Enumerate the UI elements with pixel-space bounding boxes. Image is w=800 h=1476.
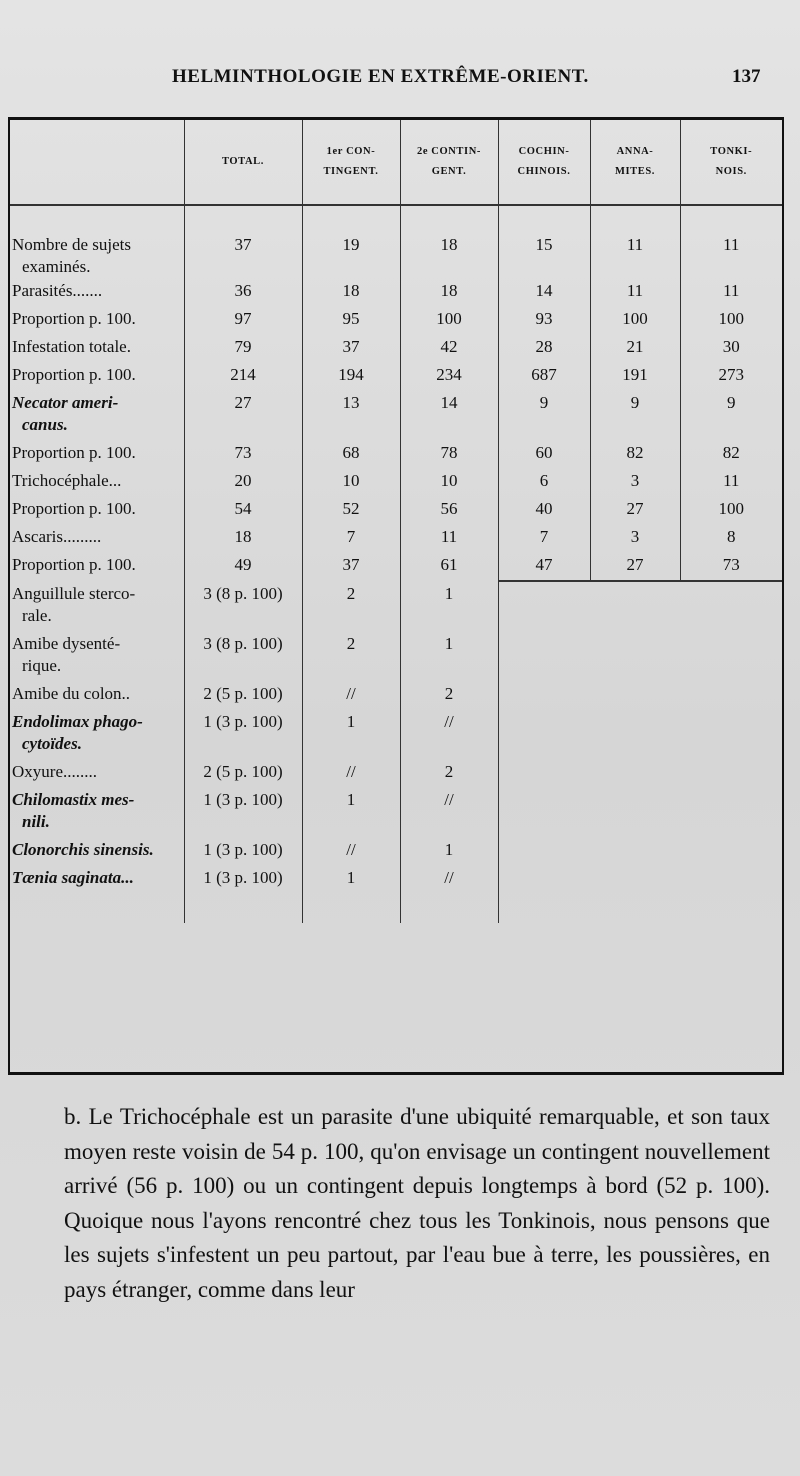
cell-cochin: 7	[498, 524, 590, 552]
cell-c2: 1	[400, 631, 498, 681]
table-row	[10, 496, 782, 524]
cell-tonki: 273	[680, 362, 782, 390]
cell-tonki: 82	[680, 440, 782, 468]
cell-cochin: 6	[498, 468, 590, 496]
row-label-line1: Endolimax phago-	[12, 712, 143, 731]
cell-tonki: 8	[680, 524, 782, 552]
row-label	[10, 787, 184, 837]
row-label-line1: Anguillule sterco-	[12, 584, 136, 603]
row-label	[10, 496, 184, 524]
cell-total: 49	[184, 552, 302, 581]
cell-tonki: 11	[680, 278, 782, 306]
cell-annam: 100	[590, 306, 680, 334]
cell-annam: 21	[590, 334, 680, 362]
table-row	[10, 362, 782, 390]
cell-c1: 194	[302, 362, 400, 390]
cell-tonki: 73	[680, 552, 782, 581]
cell-c2: //	[400, 787, 498, 837]
row-label-line1: Infestation totale.	[12, 337, 131, 356]
row-label	[10, 390, 184, 440]
cell-tonki: 11	[680, 468, 782, 496]
cell-total: 97	[184, 306, 302, 334]
row-label	[10, 440, 184, 468]
table-row	[10, 390, 782, 440]
cell-c2: 42	[400, 334, 498, 362]
cell-total: 54	[184, 496, 302, 524]
row-label	[10, 362, 184, 390]
cell-c1: 37	[302, 552, 400, 581]
cell-annam: 27	[590, 552, 680, 581]
cell-c2: 14	[400, 390, 498, 440]
row-label-line2: rique.	[22, 656, 62, 675]
cell-c2: 18	[400, 278, 498, 306]
cell-total: 79	[184, 334, 302, 362]
cell-cochin: 40	[498, 496, 590, 524]
table-row	[10, 468, 782, 496]
cell-cochin: 93	[498, 306, 590, 334]
row-label-line1: Proportion p. 100.	[12, 365, 136, 384]
row-label-line1: Proportion p. 100.	[12, 309, 136, 328]
cell-total: 1 (3 p. 100)	[184, 709, 302, 759]
cell-c1: //	[302, 759, 400, 787]
cell-cochin: 28	[498, 334, 590, 362]
cell-c1: 10	[302, 468, 400, 496]
cell-total: 2 (5 p. 100)	[184, 759, 302, 787]
cell-cochin: 14	[498, 278, 590, 306]
cell-total: 214	[184, 362, 302, 390]
row-label-line1: Nombre de sujets	[12, 235, 131, 254]
cell-c2: 2	[400, 681, 498, 709]
row-label-line2: canus.	[22, 415, 68, 434]
cell-tonki: 30	[680, 334, 782, 362]
row-label-line1: Amibe dysenté-	[12, 634, 121, 653]
row-label-line1: Parasités.......	[12, 281, 103, 300]
cell-c2: 61	[400, 552, 498, 581]
cell-total: 20	[184, 468, 302, 496]
row-label-line1: Amibe du colon..	[12, 684, 131, 703]
row-label	[10, 759, 184, 787]
row-label	[10, 631, 184, 681]
cell-annam: 27	[590, 496, 680, 524]
cell-c2: 1	[400, 837, 498, 865]
cell-total: 27	[184, 390, 302, 440]
cell-c2: //	[400, 709, 498, 759]
cell-c1: 1	[302, 865, 400, 923]
table-row	[10, 440, 782, 468]
row-label-line1: Ascaris.........	[12, 527, 102, 546]
cell-annam: 3	[590, 524, 680, 552]
header-contingent-1: 1er CON- TINGENT.	[302, 120, 400, 205]
cell-total: 36	[184, 278, 302, 306]
row-label-line1: Proportion p. 100.	[12, 555, 136, 574]
cell-c2: //	[400, 865, 498, 923]
row-label-line1: Chilomastix mes-	[12, 790, 135, 809]
parasite-table	[10, 120, 782, 923]
row-label-line2: cytoïdes.	[22, 734, 82, 753]
cell-c1: 7	[302, 524, 400, 552]
table-row	[10, 334, 782, 362]
row-label	[10, 837, 184, 865]
cell-total: 1 (3 p. 100)	[184, 865, 302, 923]
cell-c1: 1	[302, 787, 400, 837]
cell-total: 1 (3 p. 100)	[184, 787, 302, 837]
cell-tonki: 100	[680, 496, 782, 524]
cell-total: 3 (8 p. 100)	[184, 581, 302, 631]
row-label-line1: Necator ameri-	[12, 393, 119, 412]
cell-c2: 18	[400, 205, 498, 278]
cell-c2: 234	[400, 362, 498, 390]
cell-c2: 2	[400, 759, 498, 787]
cell-total: 37	[184, 205, 302, 278]
body-paragraph	[44, 1100, 770, 1307]
cell-c1: 18	[302, 278, 400, 306]
cell-c1: 2	[302, 581, 400, 631]
row-label-line2: examinés.	[22, 257, 91, 276]
row-label-line1: Proportion p. 100.	[12, 443, 136, 462]
row-label	[10, 865, 184, 923]
cell-c1: 52	[302, 496, 400, 524]
cell-cochin: 15	[498, 205, 590, 278]
row-label	[10, 681, 184, 709]
cell-c1: 19	[302, 205, 400, 278]
table-row	[10, 552, 782, 581]
table-row	[10, 205, 782, 278]
cell-cochin: 47	[498, 552, 590, 581]
cell-annam: 9	[590, 390, 680, 440]
cell-total: 18	[184, 524, 302, 552]
cell-c1: 68	[302, 440, 400, 468]
cell-cochin: 9	[498, 390, 590, 440]
table-header-row	[10, 120, 782, 205]
page-number: 137	[732, 66, 761, 87]
header-contingent-2: 2e CONTIN- GENT.	[400, 120, 498, 205]
cell-c1: //	[302, 681, 400, 709]
row-label	[10, 306, 184, 334]
row-label-line2: rale.	[22, 606, 52, 625]
header-blank	[10, 120, 184, 205]
cell-c1: 95	[302, 306, 400, 334]
row-label	[10, 581, 184, 631]
row-label	[10, 468, 184, 496]
cell-tonki: 100	[680, 306, 782, 334]
cell-total: 3 (8 p. 100)	[184, 631, 302, 681]
row-label-line1: Tænia saginata...	[12, 868, 134, 887]
row-label	[10, 524, 184, 552]
table-row	[10, 524, 782, 552]
cell-c1: 1	[302, 709, 400, 759]
cell-c1: 2	[302, 631, 400, 681]
cell-annam: 11	[590, 278, 680, 306]
table-row	[10, 581, 782, 631]
cell-cochin: 60	[498, 440, 590, 468]
cell-c1: //	[302, 837, 400, 865]
row-label-line1: Oxyure........	[12, 762, 97, 781]
cell-c2: 78	[400, 440, 498, 468]
row-label	[10, 334, 184, 362]
row-label	[10, 205, 184, 278]
row-label-line1: Proportion p. 100.	[12, 499, 136, 518]
cell-annam: 191	[590, 362, 680, 390]
header-tonkinois: TONKI- NOIS.	[680, 120, 782, 205]
row-label-line1: Trichocéphale...	[12, 471, 122, 490]
row-label-line2: nili.	[22, 812, 50, 831]
running-header	[0, 66, 800, 96]
cell-annam: 11	[590, 205, 680, 278]
empty-region	[498, 581, 782, 923]
cell-c1: 13	[302, 390, 400, 440]
row-label	[10, 709, 184, 759]
cell-total: 1 (3 p. 100)	[184, 837, 302, 865]
header-annamites: ANNA- MITES.	[590, 120, 680, 205]
header-cochinchinois: COCHIN- CHINOIS.	[498, 120, 590, 205]
row-label	[10, 278, 184, 306]
cell-cochin: 687	[498, 362, 590, 390]
paragraph-text: b. Le Trichocéphale est un parasite d'une ubiquité remarquable, et son taux moyen reste voisin de 54 p. 100, qu'on envisage un contingent nouvellement arrivé (56 p. 100) ou un contingent depuis longtemps à bord (52 p. 100). Quoique nous l'ayons rencontré chez tous les Tonkinois, nous pensons que les sujets s'infestent un peu partout, par l'eau bue à terre, les poussières, en pays étranger, comme dans leur	[64, 1104, 770, 1302]
cell-tonki: 11	[680, 205, 782, 278]
cell-c2: 56	[400, 496, 498, 524]
cell-c1: 37	[302, 334, 400, 362]
cell-c2: 11	[400, 524, 498, 552]
table-body	[10, 205, 782, 923]
header-total: TOTAL.	[184, 120, 302, 205]
table-row	[10, 306, 782, 334]
cell-c2: 100	[400, 306, 498, 334]
cell-total: 73	[184, 440, 302, 468]
cell-annam: 3	[590, 468, 680, 496]
cell-c2: 10	[400, 468, 498, 496]
table-row	[10, 278, 782, 306]
row-label	[10, 552, 184, 581]
running-title: HELMINTHOLOGIE EN EXTRÊME-ORIENT.	[172, 66, 589, 87]
cell-tonki: 9	[680, 390, 782, 440]
cell-total: 2 (5 p. 100)	[184, 681, 302, 709]
cell-annam: 82	[590, 440, 680, 468]
cell-c2: 1	[400, 581, 498, 631]
row-label-line1: Clonorchis sinensis.	[12, 840, 154, 859]
